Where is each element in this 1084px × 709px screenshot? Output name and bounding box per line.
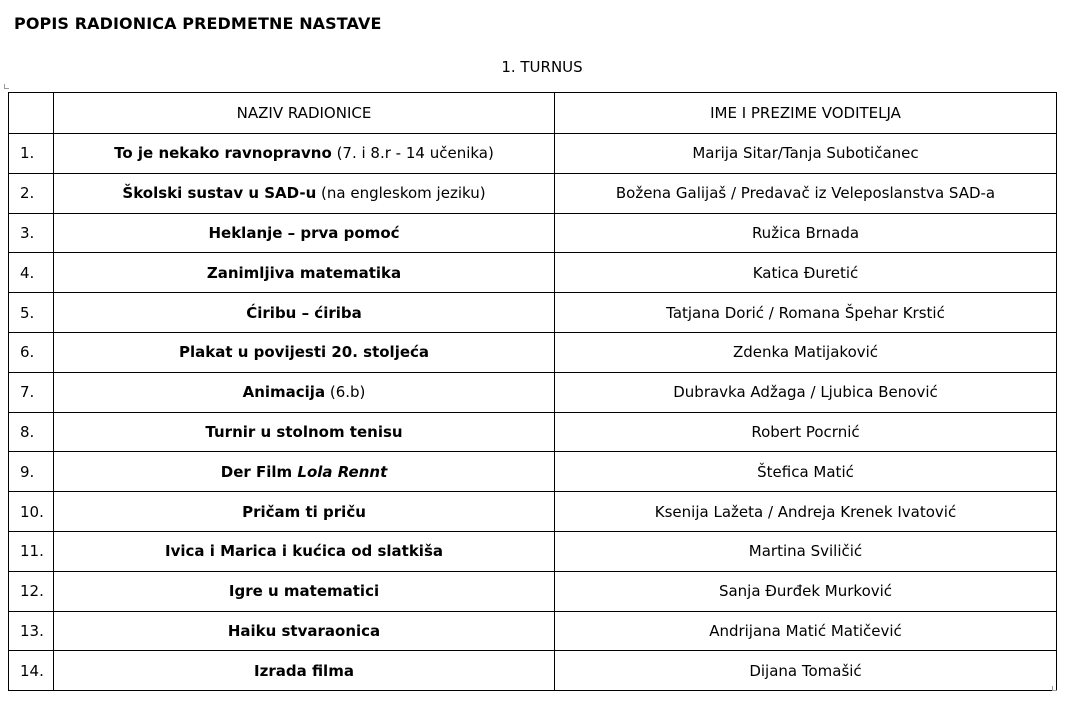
workshop-name: Izrada filma bbox=[254, 661, 354, 680]
workshop-name-cell bbox=[54, 372, 555, 412]
row-number: 11. bbox=[9, 531, 54, 571]
workshop-name: To je nekako ravnopravno bbox=[114, 144, 332, 163]
row-number: 2. bbox=[9, 173, 54, 213]
page-corner-marker bbox=[4, 84, 9, 89]
leader-name: Dijana Tomašić bbox=[555, 651, 1057, 691]
table-row bbox=[9, 173, 1057, 213]
workshops-table bbox=[8, 92, 1057, 691]
row-number: 4. bbox=[9, 253, 54, 293]
workshop-name: Heklanje – prva pomoć bbox=[208, 223, 400, 242]
workshop-name: Pričam ti priču bbox=[242, 502, 366, 521]
row-number: 12. bbox=[9, 571, 54, 611]
workshop-name-cell bbox=[54, 173, 555, 213]
workshop-name: Haiku stvaraonica bbox=[227, 621, 381, 640]
leader-name: Tatjana Dorić / Romana Špehar Krstić bbox=[555, 293, 1057, 333]
leader-name: Andrijana Matić Matičević bbox=[555, 611, 1057, 651]
workshop-name-cell bbox=[54, 332, 555, 372]
leader-name: Ružica Brnada bbox=[555, 213, 1057, 253]
workshop-name: Školski sustav u SAD-u bbox=[122, 184, 317, 203]
workshop-name: Plakat u povijesti 20. stoljeća bbox=[178, 343, 430, 362]
row-number: 7. bbox=[9, 372, 54, 412]
workshop-name-cell bbox=[54, 452, 555, 492]
header-leader-name: IME I PREZIME VODITELJA bbox=[555, 93, 1057, 134]
workshop-name-cell bbox=[54, 293, 555, 333]
workshop-name-cell bbox=[54, 134, 555, 174]
table-row bbox=[9, 651, 1057, 691]
table-row bbox=[9, 293, 1057, 333]
workshop-name-cell bbox=[54, 651, 555, 691]
leader-name: Božena Galijaš / Predavač iz Veleposlanstva SAD-a bbox=[555, 173, 1057, 213]
workshop-name-cell bbox=[54, 531, 555, 571]
leader-name: Marija Sitar/Tanja Subotičanec bbox=[555, 134, 1057, 174]
row-number: 10. bbox=[9, 492, 54, 532]
row-number: 14. bbox=[9, 651, 54, 691]
workshop-name-cell bbox=[54, 412, 555, 452]
table-row bbox=[9, 492, 1057, 532]
row-number: 3. bbox=[9, 213, 54, 253]
table-row bbox=[9, 134, 1057, 174]
workshop-name-italic: Lola Rennt bbox=[297, 462, 388, 481]
leader-name: Sanja Đurđek Murković bbox=[555, 571, 1057, 611]
workshop-name: Der Film bbox=[220, 462, 298, 481]
row-number: 1. bbox=[9, 134, 54, 174]
workshop-name-cell bbox=[54, 213, 555, 253]
row-number: 5. bbox=[9, 293, 54, 333]
leader-name: Katica Đuretić bbox=[555, 253, 1057, 293]
table-row bbox=[9, 611, 1057, 651]
document-title: POPIS RADIONICA PREDMETNE NASTAVE bbox=[14, 14, 382, 33]
table-row bbox=[9, 253, 1057, 293]
workshop-name: Ćiribu – ćiriba bbox=[246, 303, 362, 322]
table-row bbox=[9, 332, 1057, 372]
table-header-row bbox=[9, 93, 1057, 134]
leader-name: Dubravka Adžaga / Ljubica Benović bbox=[555, 372, 1057, 412]
workshop-name-cell bbox=[54, 571, 555, 611]
header-number-cell bbox=[9, 93, 54, 134]
leader-name: Ksenija Lažeta / Andreja Krenek Ivatović bbox=[555, 492, 1057, 532]
workshop-name: Zanimljiva matematika bbox=[206, 263, 402, 282]
workshop-name-cell bbox=[54, 253, 555, 293]
workshop-name-cell bbox=[54, 611, 555, 651]
table-row bbox=[9, 372, 1057, 412]
table-row bbox=[9, 452, 1057, 492]
row-number: 9. bbox=[9, 452, 54, 492]
row-number: 6. bbox=[9, 332, 54, 372]
leader-name: Štefica Matić bbox=[555, 452, 1057, 492]
workshop-name: Animacija bbox=[242, 383, 326, 402]
leader-name: Zdenka Matijaković bbox=[555, 332, 1057, 372]
workshop-name: Ivica i Marica i kućica od slatkiša bbox=[164, 542, 443, 561]
leader-name: Martina Sviličić bbox=[555, 531, 1057, 571]
table-row bbox=[9, 213, 1057, 253]
table-row bbox=[9, 571, 1057, 611]
table-row bbox=[9, 412, 1057, 452]
document-subtitle: 1. TURNUS bbox=[501, 58, 583, 76]
leader-name: Robert Pocrnić bbox=[555, 412, 1057, 452]
page-corner-marker bbox=[1052, 686, 1057, 691]
workshop-note: (7. i 8.r - 14 učenika) bbox=[331, 144, 494, 163]
workshop-name-cell bbox=[54, 492, 555, 532]
row-number: 13. bbox=[9, 611, 54, 651]
row-number: 8. bbox=[9, 412, 54, 452]
header-workshop-name: NAZIV RADIONICE bbox=[54, 93, 555, 134]
workshop-name: Turnir u stolnom tenisu bbox=[205, 422, 403, 441]
workshop-name: Igre u matematici bbox=[228, 582, 380, 601]
workshop-note: (na engleskom jeziku) bbox=[316, 184, 486, 203]
workshop-note: (6.b) bbox=[325, 383, 366, 402]
table-row bbox=[9, 531, 1057, 571]
